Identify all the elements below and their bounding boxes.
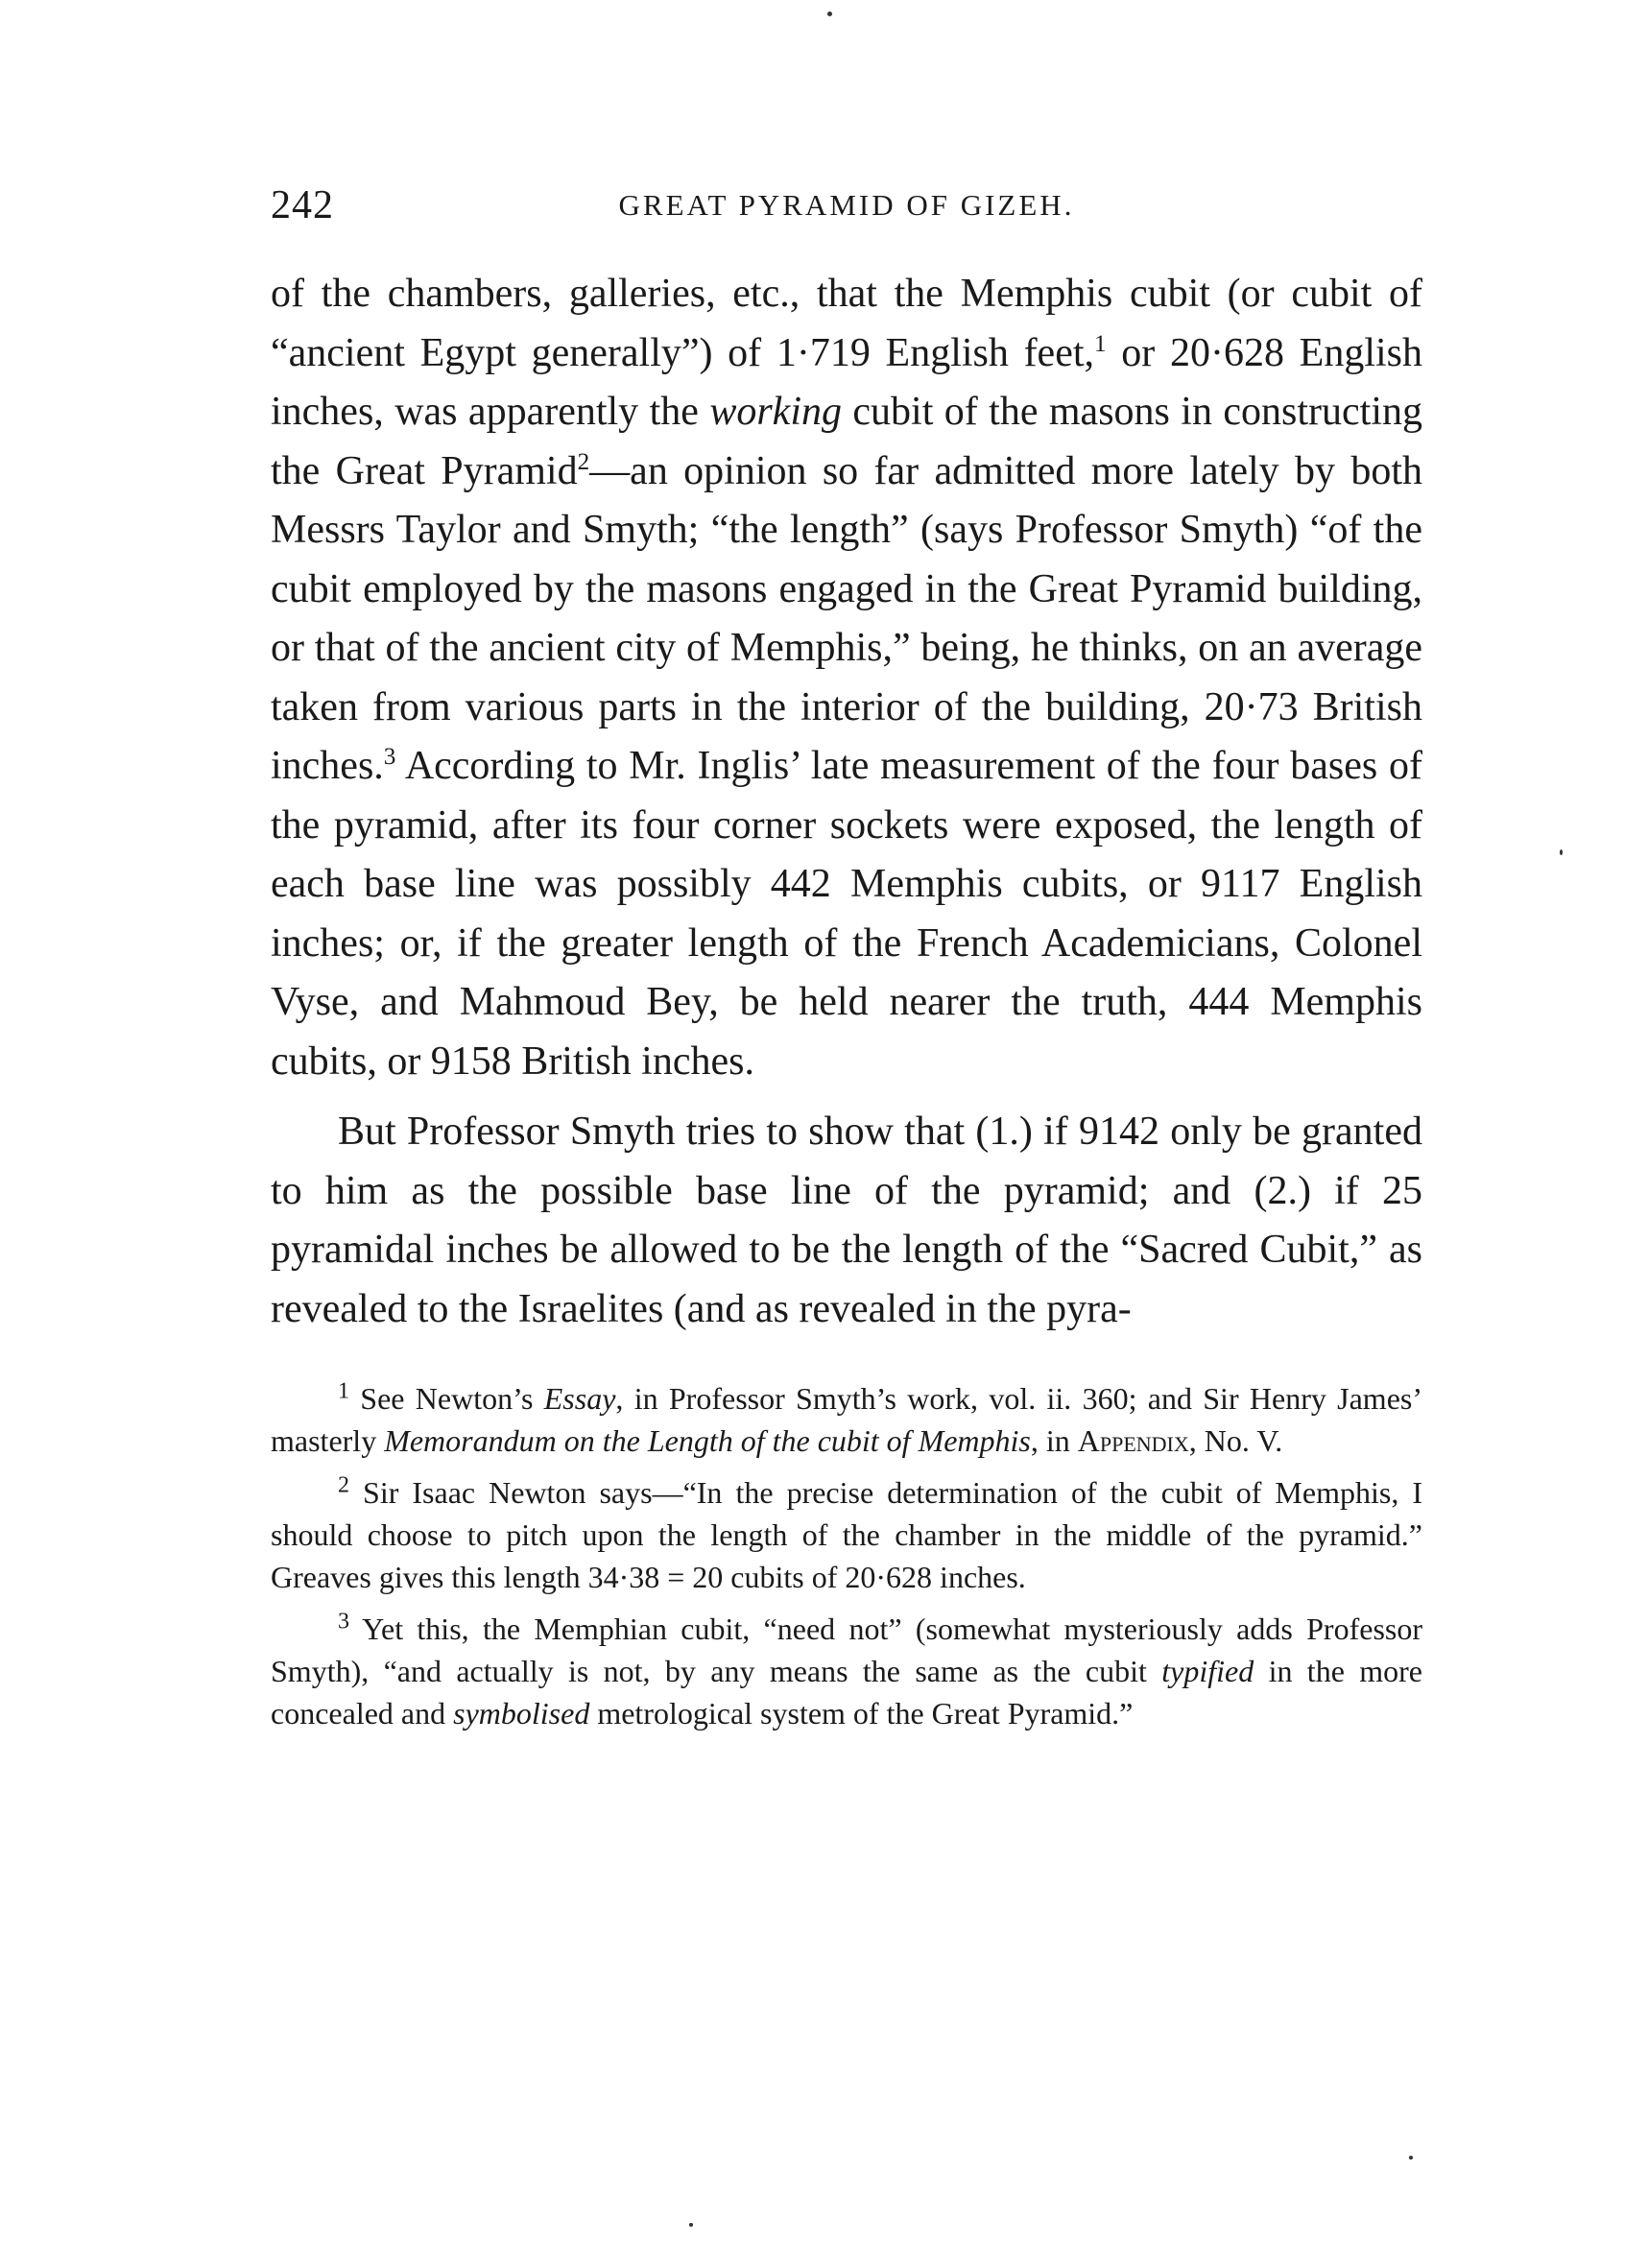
running-title: GREAT PYRAMID OF GIZEH. — [618, 188, 1075, 222]
scan-speck — [827, 12, 832, 16]
running-head — [271, 182, 1422, 240]
paragraph-2: But Professor Smyth tries to show that (1.) if 9142 only be granted to him as the possible base line of the pyramid; and (2.) if 25 pyramidal inches be allowed to be the length of the “Sacred Cubit,” as revealed to the Israelites (and as revealed in the pyra- — [271, 1110, 1422, 1331]
scan-speck — [1409, 2156, 1413, 2160]
footnote-1: $^1$ See Newton’s Essay, in Professor Smyth’s work, vol. ii. 360; and Sir Henry James’ masterly Memorandum on the Length of the cubit of Memphis, in Appendix, No. V. — [271, 1378, 1423, 1458]
scan-speck — [689, 2223, 693, 2227]
footnote-3: $^3$ Yet this, the Memphian cubit, “need not” (somewhat mysteriously adds Professor Smyth), “and actually is not, by any means the same as the cubit typified in the more concealed and symbolised metrological system of the Great Pyramid.” — [271, 1609, 1423, 1731]
paragraph-1: of the chambers, galleries, etc., that the Memphis cubit (or cubit of “ancient Egypt generally”) of 1·719 English feet,$^1$ or 20·628 English inches, was apparently the working cubit of the masons in constructing the Great Pyramid$^2$—an opinion so far admitted more lately by both Messrs Taylor and Smyth; “the length” (says Professor Smyth) “of the cubit employed by the masons engaged in the Great Pyramid building, or that of the ancient city of Memphis,” being, he thinks, on an average taken from various parts in the interior of the building, 20·73 British inches.$^3$ According to Mr. Inglis’ late measurement of the four bases of the pyramid, after its four corner sockets were exposed, the length of each base line was possibly 442 Memphis cubits, or 9117 English inches; or, if the greater length of the French Academicians, Colonel Vyse, and Mahmoud Bey, be held nearer the truth, 444 Memphis cubits, or 9158 British inches. — [271, 272, 1423, 1084]
page-number: 242 — [271, 183, 334, 227]
footnote-2: $^2$ Sir Isaac Newton says—“In the precise determination of the cubit of Memphis, I should choose to pitch upon the length of the chamber in the middle of the pyramid.” Greaves gives this length 34·38 = 20 cubits of 20·628 inches. — [271, 1472, 1422, 1594]
book-page — [271, 182, 1422, 1744]
footnote-ref-3: 3 — [383, 744, 396, 770]
scan-speck — [1560, 849, 1563, 855]
body-text — [271, 265, 1422, 1339]
footnote-ref-2: 2 — [577, 448, 590, 475]
footnotes — [271, 1377, 1422, 1734]
footnote-ref-1: 1 — [1094, 330, 1107, 357]
